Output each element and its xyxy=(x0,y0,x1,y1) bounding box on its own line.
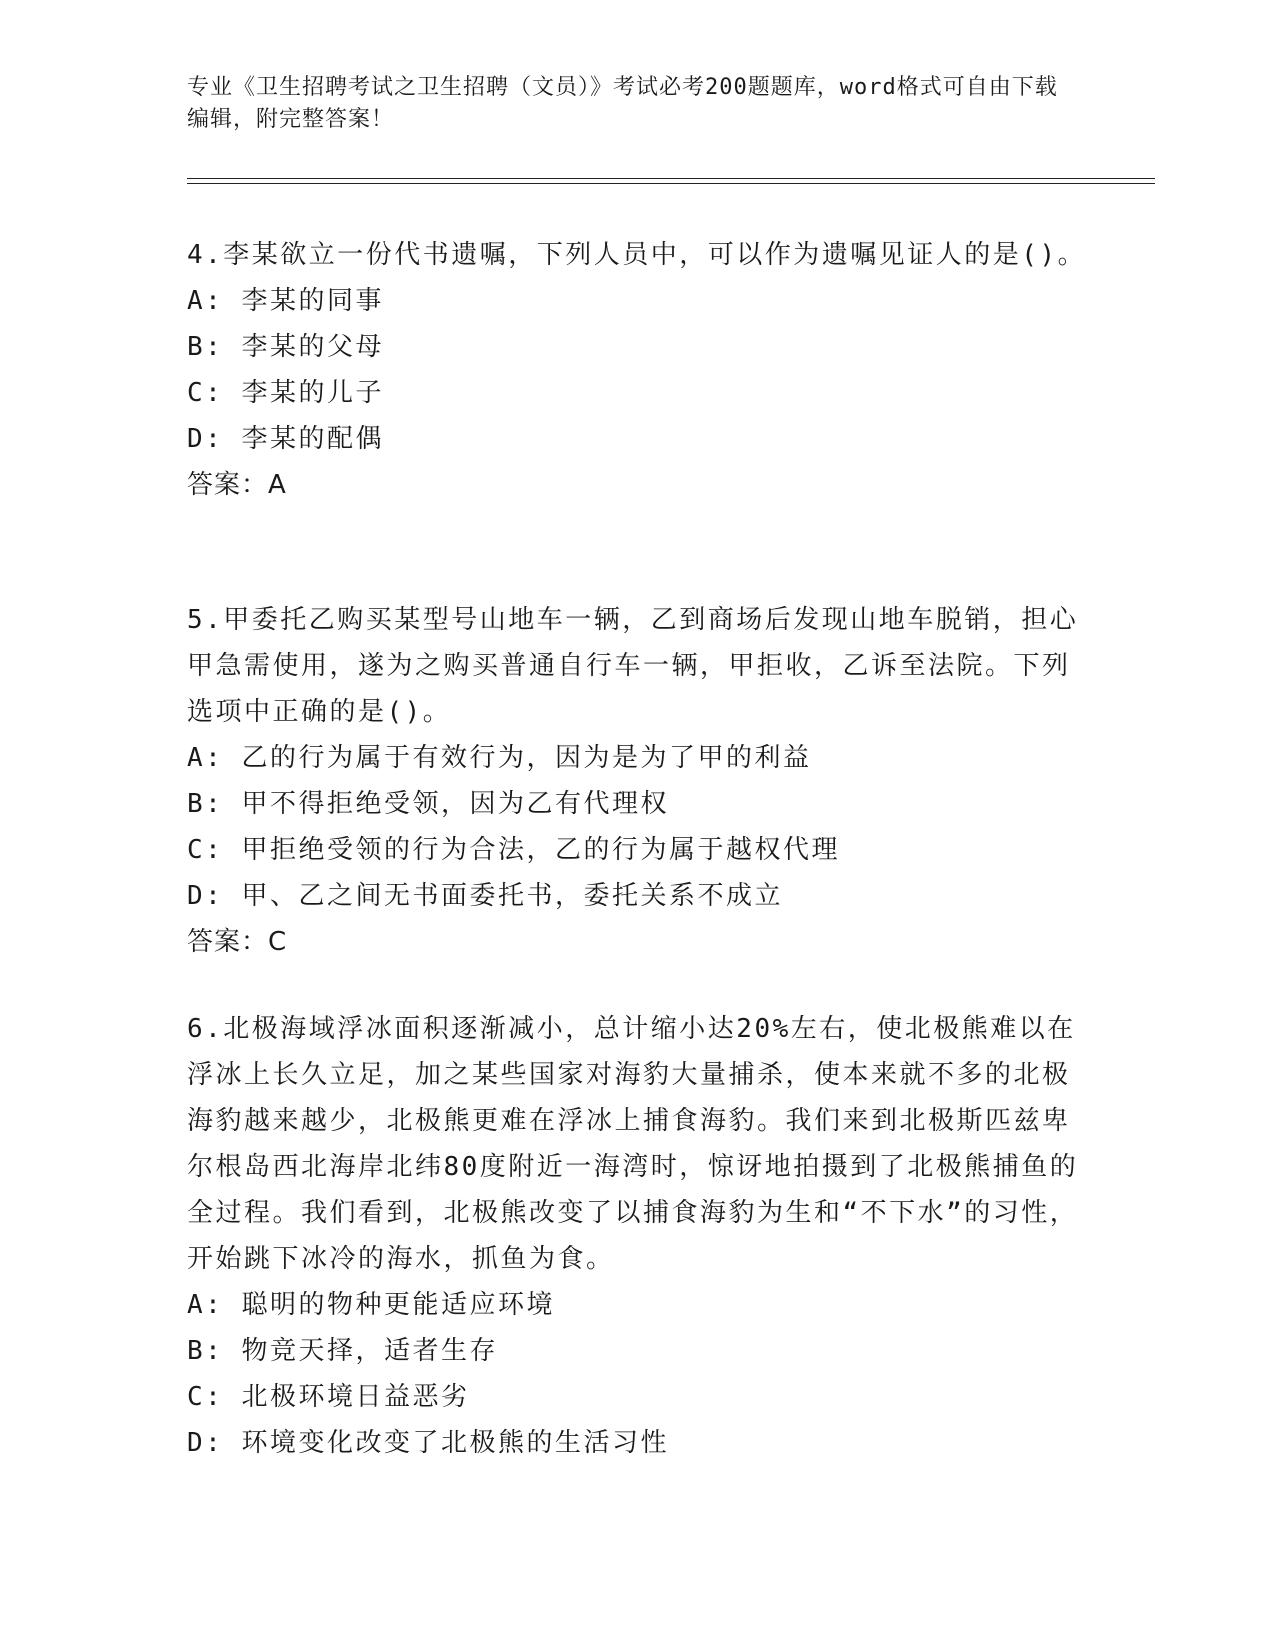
option-a xyxy=(187,278,1087,324)
option-text: 李某的同事 xyxy=(241,286,384,316)
option-letter: A: xyxy=(187,286,224,316)
option-text: 李某的配偶 xyxy=(241,424,384,454)
option-letter: D: xyxy=(187,881,224,911)
header-divider-bottom xyxy=(187,183,1155,184)
option-b xyxy=(187,324,1087,370)
header-divider-top xyxy=(187,178,1155,179)
option-b xyxy=(187,781,1087,827)
option-letter: A: xyxy=(187,1290,224,1320)
option-d xyxy=(187,873,1087,919)
option-letter: C: xyxy=(187,1382,224,1412)
option-text: 物竞天择，适者生存 xyxy=(241,1336,498,1366)
question-stem: 6.北极海域浮冰面积逐渐减小，总计缩小达20%左右，使北极熊难以在浮冰上长久立足，加之某些国家对海豹大量捕杀，使本来就不多的北极海豹越来越少，北极熊更难在浮冰上捕食海豹。我们来到北极斯匹兹卑尔根岛西北海岸北纬80度附近一海湾时，惊讶地拍摄到了北极熊捕鱼的全过程。我们看到，北极熊改变了以捕食海豹为生和“不下水”的习性，开始跳下冰冷的海水，抓鱼为食。 xyxy=(187,1014,1079,1274)
option-text: 环境变化改变了北极熊的生活习性 xyxy=(241,1428,669,1458)
option-a xyxy=(187,735,1087,781)
option-letter: C: xyxy=(187,378,224,408)
option-letter: D: xyxy=(187,1428,224,1458)
option-text: 聪明的物种更能适应环境 xyxy=(241,1290,555,1320)
option-c xyxy=(187,1374,1087,1420)
option-b xyxy=(187,1328,1087,1374)
option-text: 甲、乙之间无书面委托书，委托关系不成立 xyxy=(241,881,783,911)
option-text: 乙的行为属于有效行为，因为是为了甲的利益 xyxy=(241,743,812,773)
answer-line: 答案：C xyxy=(187,927,288,957)
option-c xyxy=(187,370,1087,416)
option-letter: D: xyxy=(187,424,224,454)
option-letter: B: xyxy=(187,1336,224,1366)
option-text: 甲拒绝受领的行为合法，乙的行为属于越权代理 xyxy=(241,835,840,865)
option-text: 李某的儿子 xyxy=(241,378,384,408)
question-stem: 5.甲委托乙购买某型号山地车一辆，乙到商场后发现山地车脱销，担心甲急需使用，遂为之购买普通自行车一辆，甲拒收，乙诉至法院。下列选项中正确的是()。 xyxy=(187,605,1079,727)
option-letter: B: xyxy=(187,332,224,362)
option-letter: C: xyxy=(187,835,224,865)
option-c xyxy=(187,827,1087,873)
option-text: 李某的父母 xyxy=(241,332,384,362)
answer-line: 答案：A xyxy=(187,470,287,500)
option-d xyxy=(187,1420,1087,1466)
option-d xyxy=(187,416,1087,462)
question-4 xyxy=(187,232,1087,508)
question-stem: 4.李某欲立一份代书遗嘱，下列人员中，可以作为遗嘱见证人的是()。 xyxy=(187,240,1087,270)
option-text: 北极环境日益恶劣 xyxy=(241,1382,470,1412)
question-6 xyxy=(187,1006,1087,1466)
question-5 xyxy=(187,597,1087,965)
option-letter: B: xyxy=(187,789,224,819)
option-letter: A: xyxy=(187,743,224,773)
option-a xyxy=(187,1282,1087,1328)
document-header: 专业《卫生招聘考试之卫生招聘（文员）》考试必考200题题库，word格式可自由下载编辑，附完整答案！ xyxy=(187,75,1058,132)
option-text: 甲不得拒绝受领，因为乙有代理权 xyxy=(241,789,669,819)
